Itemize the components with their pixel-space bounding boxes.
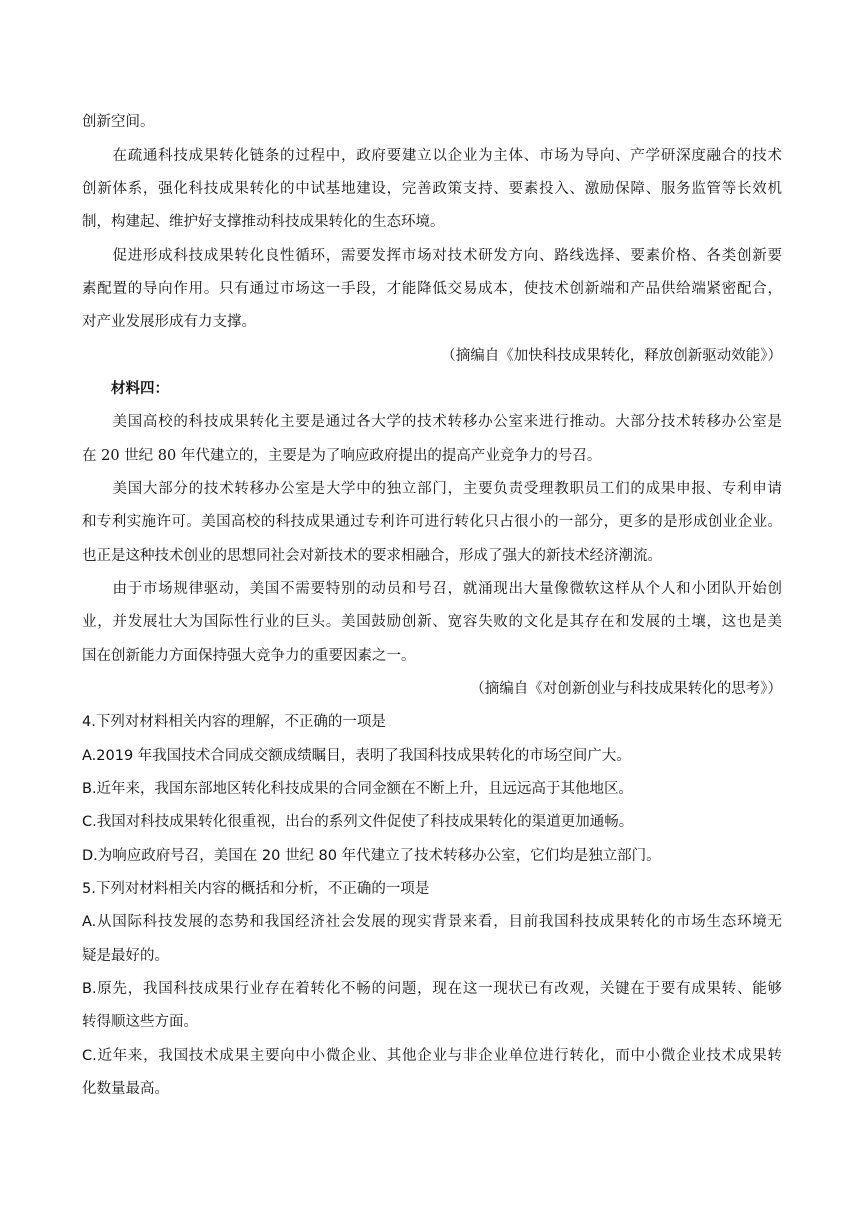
text-line: 5.下列对材料相关内容的概括和分析，不正确的一项是 bbox=[82, 881, 430, 897]
text-line: C.近年来，我国技术成果主要向中小微企业、其他企业与非企业单位进行转化，而中小微企业技术成果转 bbox=[82, 1048, 782, 1064]
text-line: 化数量最高。 bbox=[82, 1081, 169, 1097]
text-line: 业，并发展壮大为国际性行业的巨头。美国鼓励创新、宽容失败的文化是其存在和发展的土壤，这也是美 bbox=[82, 614, 782, 630]
text-line: 制，构建起、维护好支撑推动科技成果转化的生态环境。 bbox=[82, 214, 445, 230]
text-line: 疑是最好的。 bbox=[82, 948, 169, 964]
text-line: 由于市场规律驱动，美国不需要特别的动员和号召，就涌现出大量像微软这样从个人和小团队开始创 bbox=[82, 581, 782, 597]
text-line: 创新空间。 bbox=[82, 114, 155, 130]
text-line: 也正是这种技术创业的思想同社会对新技术的要求相融合，形成了强大的新技术经济潮流。 bbox=[82, 548, 662, 564]
text-line: 美国高校的科技成果转化主要是通过各大学的技术转移办公室来进行推动。大部分技术转移办公室是 bbox=[82, 414, 782, 430]
text-line: C.我国对科技成果转化很重视，出台的系列文件促使了科技成果转化的渠道更加通畅。 bbox=[82, 814, 634, 830]
text-line: A.2019 年我国技术合同成交额成绩瞩目，表明了我国科技成果转化的市场空间广大。 bbox=[82, 748, 631, 764]
text-line: 素配置的导向作用。只有通过市场这一手段，才能降低交易成本，使技术创新端和产品供给端紧密配合， bbox=[82, 281, 782, 297]
text-line: A.从国际科技发展的态势和我国经济社会发展的现实背景来看，目前我国科技成果转化的市场生态环境无 bbox=[82, 914, 782, 930]
text-line: （摘编自《对创新创业与科技成果转化的思考》） bbox=[470, 681, 782, 697]
text-line: 创新体系，强化科技成果转化的中试基地建设，完善政策支持、要素投入、激励保障、服务监管等长效机 bbox=[82, 181, 782, 197]
text-line: （摘编自《加快科技成果转化，释放创新驱动效能》） bbox=[441, 348, 782, 364]
text-line: 4.下列对材料相关内容的理解，不正确的一项是 bbox=[82, 714, 386, 730]
text-line: D.为响应政府号召，美国在 20 世纪 80 年代建立了技术转移办公室，它们均是独立部门。 bbox=[82, 848, 661, 864]
text-line: B.原先，我国科技成果行业存在着转化不畅的问题，现在这一现状已有改观，关键在于要有成果转、能够 bbox=[82, 981, 782, 997]
text-line: 美国大部分的技术转移办公室是大学中的独立部门，主要负责受理教职员工们的成果申报、专利申请 bbox=[82, 481, 782, 497]
text-line: 国在创新能力方面保持强大竞争力的重要因素之一。 bbox=[82, 648, 416, 664]
text-line: 转得顺这些方面。 bbox=[82, 1014, 198, 1030]
text-line: 促进形成科技成果转化良性循环，需要发挥市场对技术研发方向、路线选择、要素价格、各类创新要 bbox=[82, 248, 782, 264]
text-line: 在疏通科技成果转化链条的过程中，政府要建立以企业为主体、市场为导向、产学研深度融合的技术 bbox=[82, 148, 782, 164]
text-line: B.近年来，我国东部地区转化科技成果的合同金额在不断上升，且远远高于其他地区。 bbox=[82, 781, 634, 797]
text-line: 对产业发展形成有力支撑。 bbox=[82, 314, 256, 330]
text-line: 材料四： bbox=[82, 380, 169, 397]
text-line: 和专利实施许可。美国高校的科技成果通过专利许可进行转化只占很小的一部分，更多的是形成创业企业。 bbox=[82, 514, 782, 530]
text-line: 在 20 世纪 80 年代建立的，主要是为了响应政府提出的提高产业竞争力的号召。 bbox=[82, 448, 602, 464]
